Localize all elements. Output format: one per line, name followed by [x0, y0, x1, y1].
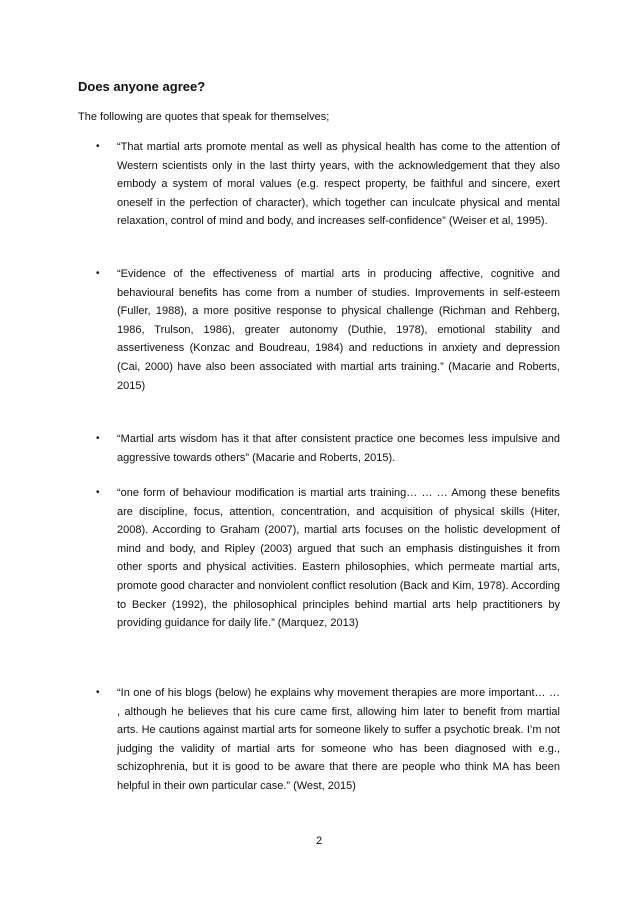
section-heading: Does anyone agree? — [78, 79, 206, 94]
quote-text: “Martial arts wisdom has it that after consistent practice one becomes less impulsive and aggressive towards others” (Macarie and Roberts, 2015). — [117, 433, 560, 464]
page-number: 2 — [315, 835, 323, 847]
quote-text: “That martial arts promote mental as well as physical health has come to the attention of Western scientists only in the last thirty years, with the acknowledgement that they also embody a system of moral values (e.g. respect property, be faithful and sincere, exert oneself in the perfection of character), which together can inculcate physical and mental relaxation, control of mind and body, and increases self-confidence” (Weiser et al, 1995). — [117, 141, 560, 228]
bullet-icon: • — [96, 687, 100, 698]
quote-item — [96, 430, 560, 467]
quote-item — [96, 484, 560, 633]
quote-item — [96, 265, 560, 395]
quote-text: “In one of his blogs (below) he explains why movement therapies are more important… … , although he believes that his cure came first, allowing him later to benefit from martial arts. He cautions against martial arts for someone likely to suffer a psychotic break. I’m not judging the validity of martial arts for someone who has been diagnosed with e.g., schizophrenia, but it is good to be aware that there are people who think MA has been helpful in their own particular case.” (West, 2015) — [117, 687, 560, 792]
quote-text: “Evidence of the effectiveness of martial arts in producing affective, cognitive and behavioural benefits has come from a number of studies. Improvements in self-esteem (Fuller, 1988), a more positive response to physical challenge (Richman and Rehberg, 1986, Trulson, 1986), greater autonomy (Duthie, 1978), emotional stability and assertiveness (Konzac and Boudreau, 1984) and reductions in anxiety and depression (Cai, 2000) have also been associated with martial arts training.” (Macarie and Roberts, 2015) — [117, 268, 560, 392]
quote-item — [96, 684, 560, 796]
bullet-icon: • — [96, 141, 100, 152]
bullet-icon: • — [96, 433, 100, 444]
quote-text: “one form of behaviour modification is martial arts training… … … Among these benefits are discipline, focus, attention, concentration, and acquisition of physical skills (Hiter, 2008). According to Graham (2007), martial arts focuses on the holistic development of mind and body, and Ripley (2003) argued that such an emphasis distinguishes it from other sports and physical activities. Eastern philosophies, which permeate martial arts, promote good character and nonviolent conflict resolution (Back and Kim, 1978). According to Becker (1992), the philosophical principles behind martial arts help practitioners by providing guidance for daily life.” (Marquez, 2013) — [117, 487, 560, 630]
bullet-icon: • — [96, 268, 100, 279]
bullet-icon: • — [96, 487, 100, 498]
quote-item — [96, 138, 560, 231]
intro-paragraph: The following are quotes that speak for themselves; — [78, 111, 330, 123]
